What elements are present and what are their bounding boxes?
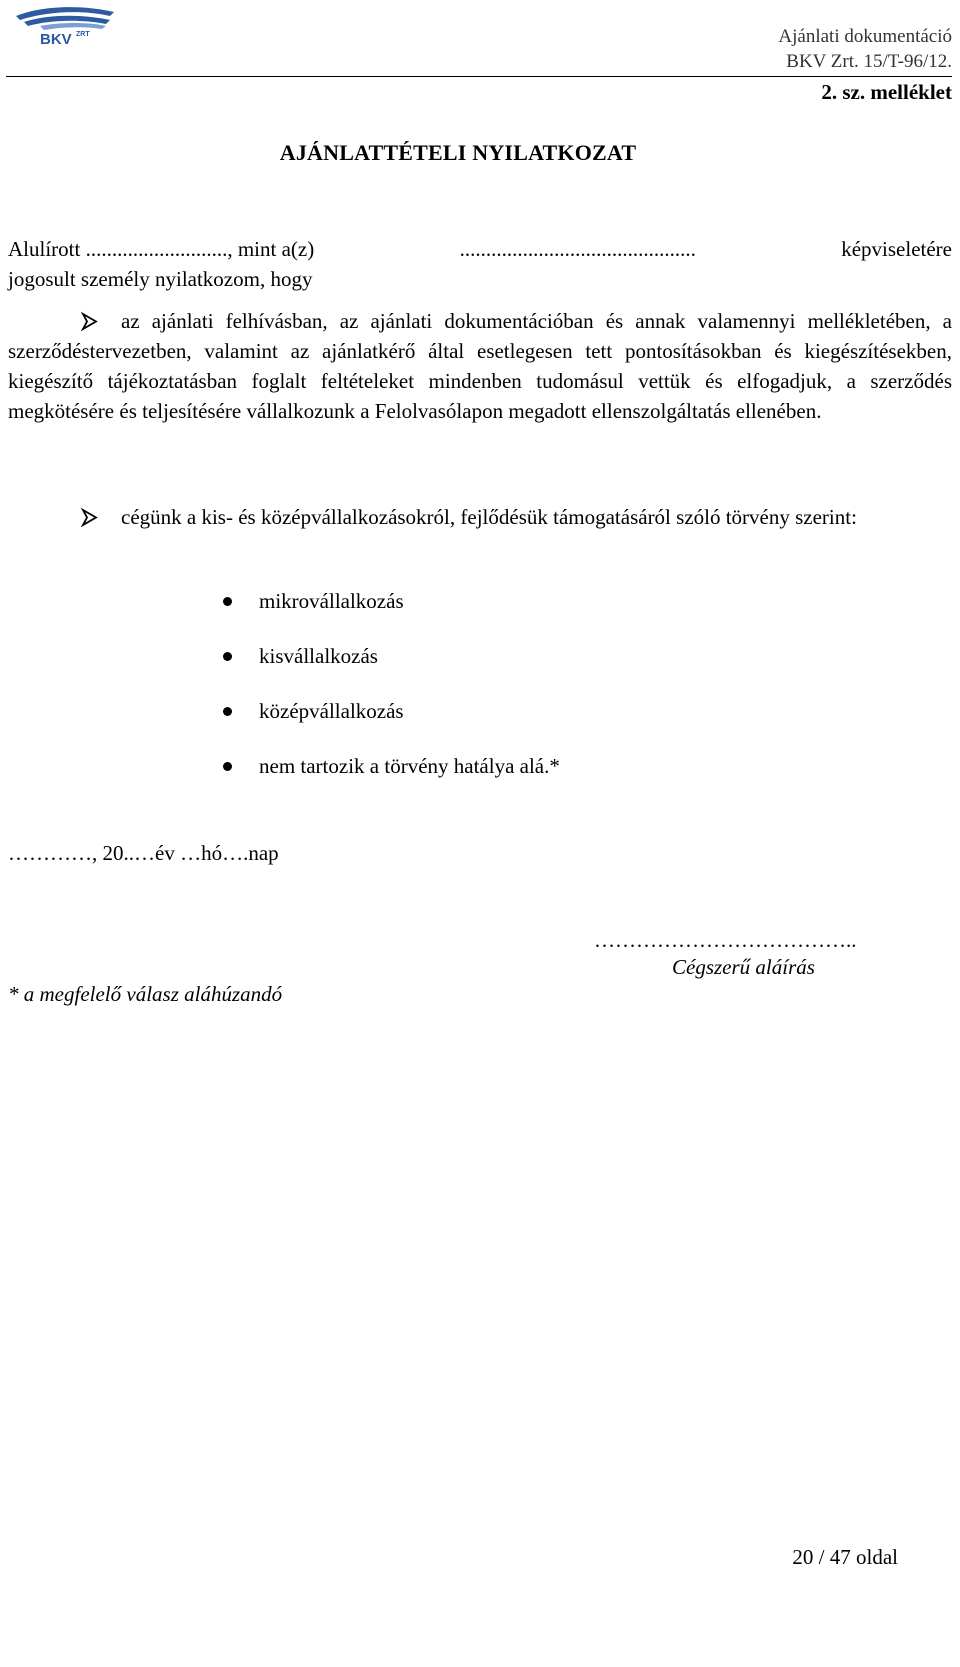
intro-part-1: Alulírott ..........................., mint a(z) <box>8 237 315 261</box>
intro-part-3: képviseletére <box>841 237 952 261</box>
signature-line: ……………………………….. <box>594 928 857 952</box>
option-item <box>0 698 960 753</box>
page-number: 20 / 47 oldal <box>792 1545 898 1569</box>
arrowhead-bullet-icon <box>80 502 100 532</box>
option-label: nem tartozik a törvény hatálya alá.* <box>259 754 560 778</box>
footnote: * a megfelelő válasz aláhúzandó <box>8 982 283 1006</box>
option-label: kisvállalkozás <box>259 644 378 668</box>
statement-acceptance <box>8 306 952 426</box>
option-item <box>0 753 960 808</box>
bullet-dot-icon <box>223 597 232 606</box>
svg-text:ZRT: ZRT <box>76 31 90 38</box>
statement-acceptance-text: az ajánlati felhívásban, az ajánlati dokumentációban és annak valamennyi mellékletében, a szerződéstervezetben, valamint az ajánlatkérő által esetlegesen tett pontosításokban és kiegészítésekben, kiegészítő tájékoztatásban foglalt feltételeket mindenben tudomásul vettük és elfogadjuk, a szerződés megkötésére és teljesítésére vállalkozunk a Felolvasólapon megadott ellenszolgáltatás ellenében. <box>8 309 952 423</box>
signature-label: Cégszerű aláírás <box>672 955 815 979</box>
doc-ref: BKV Zrt. 15/T-96/12. <box>786 51 952 72</box>
header-reference <box>778 24 952 74</box>
svg-text:BKV: BKV <box>40 31 72 48</box>
arrowhead-bullet-icon <box>80 306 100 336</box>
bullet-dot-icon <box>223 707 232 716</box>
enterprise-options <box>0 588 960 808</box>
bullet-dot-icon <box>223 762 232 771</box>
statement-enterprise-size-text: cégünk a kis- és középvállalkozásokról, fejlődésük támogatásáról szóló törvény szerint: <box>121 505 857 529</box>
intro-line-1 <box>8 234 952 264</box>
statement-enterprise-size <box>8 502 952 532</box>
intro-paragraph <box>8 234 952 294</box>
document-title-text: AJÁNLATTÉTELI NYILATKOZAT <box>279 140 637 165</box>
page-header <box>6 2 952 77</box>
option-item <box>0 643 960 698</box>
option-item <box>0 588 960 643</box>
date-line: …………, 20..…év …hó….nap <box>8 841 279 865</box>
intro-line-2: jogosult személy nyilatkozom, hogy <box>8 267 313 291</box>
bkv-logo <box>10 4 122 48</box>
document-title <box>0 140 960 166</box>
doc-type: Ajánlati dokumentáció <box>778 26 952 47</box>
option-label: mikrovállalkozás <box>259 589 404 613</box>
bullet-dot-icon <box>223 652 232 661</box>
intro-part-2: ............................................. <box>459 237 696 261</box>
option-label: középvállalkozás <box>259 699 404 723</box>
annex-label: 2. sz. melléklet <box>821 80 952 104</box>
